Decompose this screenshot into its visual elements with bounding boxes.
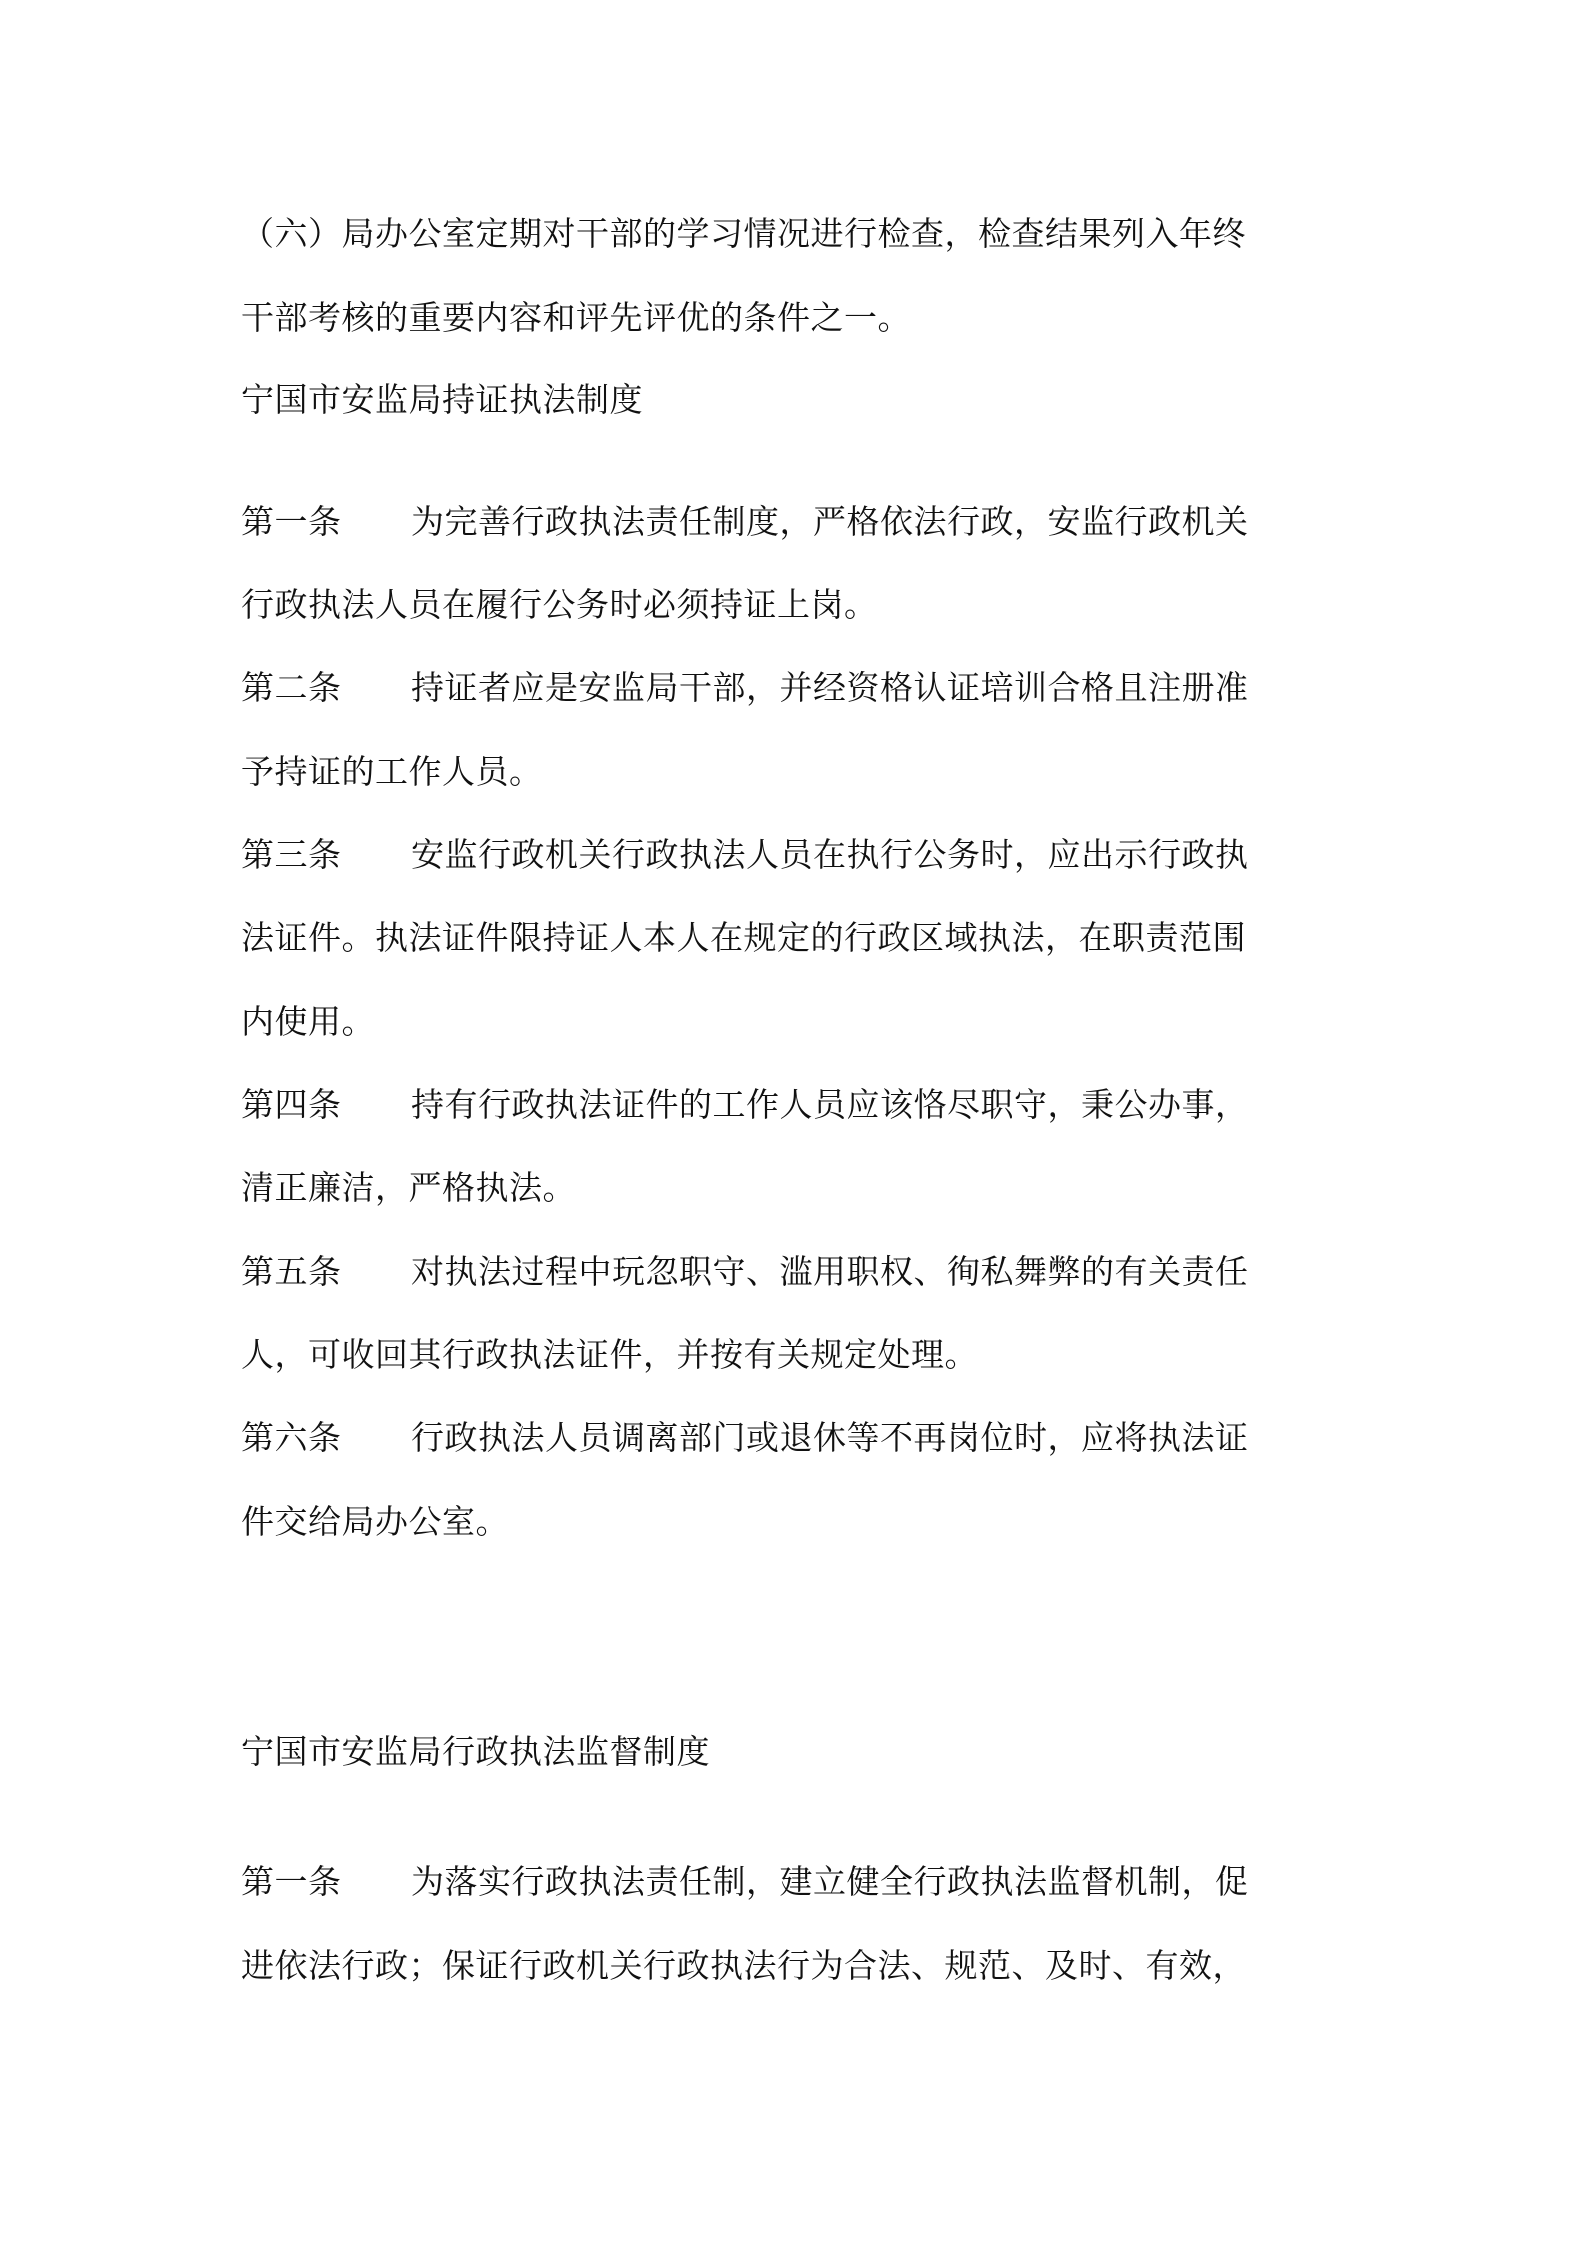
article-6-line-2: 件交给局办公室。 xyxy=(241,1502,509,1541)
article-label: 第一条 xyxy=(241,502,342,541)
supervision-article-1-line-1 xyxy=(241,1862,1249,1902)
article-label: 第三条 xyxy=(241,835,342,874)
paragraph-item-6-line-2: 干部考核的重要内容和评先评优的条件之一。 xyxy=(241,298,911,337)
article-label: 第五条 xyxy=(241,1252,342,1291)
article-3-line-2: 法证件。执法证件限持证人本人在规定的行政区域执法，在职责范围 xyxy=(241,918,1246,957)
supervision-article-1-line-2: 进依法行政；保证行政机关行政执法行为合法、规范、及时、有效， xyxy=(241,1946,1246,1985)
section-title-certificate-enforcement: 宁国市安监局持证执法制度 xyxy=(241,380,643,419)
article-5-line-1 xyxy=(241,1252,1249,1292)
article-text: 行政执法人员调离部门或退休等不再岗位时，应将执法证 xyxy=(411,1418,1249,1457)
paragraph-item-6-line-1: （六）局办公室定期对干部的学习情况进行检查，检查结果列入年终 xyxy=(241,214,1246,253)
article-5-line-2: 人，可收回其行政执法证件，并按有关规定处理。 xyxy=(241,1335,978,1374)
article-3-line-3: 内使用。 xyxy=(241,1002,375,1041)
section-title-enforcement-supervision: 宁国市安监局行政执法监督制度 xyxy=(241,1732,710,1771)
article-2-line-1 xyxy=(241,668,1249,708)
article-text: 为完善行政执法责任制度，严格依法行政，安监行政机关 xyxy=(411,502,1249,541)
article-text: 持证者应是安监局干部，并经资格认证培训合格且注册准 xyxy=(411,668,1249,707)
article-text: 持有行政执法证件的工作人员应该恪尽职守，秉公办事， xyxy=(411,1085,1249,1124)
article-4-line-2: 清正廉洁，严格执法。 xyxy=(241,1168,576,1207)
article-6-line-1 xyxy=(241,1418,1249,1458)
article-1-line-2: 行政执法人员在履行公务时必须持证上岗。 xyxy=(241,585,878,624)
article-3-line-1 xyxy=(241,835,1249,875)
article-2-line-2: 予持证的工作人员。 xyxy=(241,752,543,791)
article-text: 安监行政机关行政执法人员在执行公务时，应出示行政执 xyxy=(411,835,1249,874)
article-text: 为落实行政执法责任制，建立健全行政执法监督机制，促 xyxy=(411,1862,1249,1901)
article-label: 第四条 xyxy=(241,1085,342,1124)
article-4-line-1 xyxy=(241,1085,1249,1125)
article-text: 对执法过程中玩忽职守、滥用职权、徇私舞弊的有关责任 xyxy=(411,1252,1249,1291)
article-label: 第六条 xyxy=(241,1418,342,1457)
article-label: 第一条 xyxy=(241,1862,342,1901)
article-label: 第二条 xyxy=(241,668,342,707)
article-1-line-1 xyxy=(241,502,1249,542)
